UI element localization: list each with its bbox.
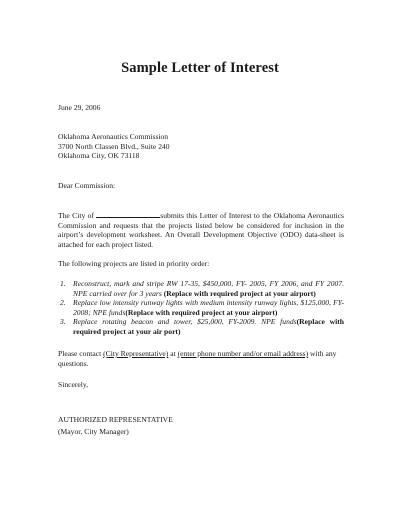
letter-date: June 29, 2006 [58,103,101,112]
recipient-address [58,132,344,161]
intro-rest: submits this Letter of Interest to the Oklahoma Aeronautics Commission and requests that the projects listed below be considered for inclusion in the airport’s development worksheet. An Overall Development Objective (ODO) data-sheet is attached for each project listed. [58,211,344,249]
intro-paragraph [58,211,344,249]
priority-intro: The following projects are listed in priority order: [58,259,210,268]
item-number: 3. [60,317,66,327]
project-list [58,279,344,337]
closing: Sincerely, [58,380,89,389]
list-item [58,279,344,298]
contact-end: with any questions. [58,349,337,368]
project-note: (Replace with required project at your airport) [163,288,316,298]
project-description: Reconstruct, mark and stripe RW 17-35, $450,000, FY- 2005, FY 2006, and FY 2007. NPE carried over for 3 years [73,279,344,298]
signer-name: AUTHORIZED REPRESENTATIVE [58,415,173,424]
contact-at: at [170,349,176,358]
salutation: Dear Commission: [58,181,116,190]
contact-paragraph [58,349,344,368]
intro-start: The City of [58,211,94,220]
item-number: 2. [60,298,66,308]
project-description: Replace low intensity runway lights with medium intensity runway lights, $125,000, FY-2008; NPE funds [73,298,344,317]
list-item [58,298,344,317]
list-item [58,317,344,336]
project-description: Replace rotating beacon and tower, $25,000, FY-2009. NPE funds [73,317,297,327]
city-representative-placeholder: (City Representative) [103,349,169,358]
contact-start: Please contact [58,349,102,358]
project-note: (Replace with required project at your airport) [125,307,278,317]
page-title: Sample Letter of Interest [121,60,279,76]
signer-title: (Mayor, City Manager) [58,427,129,436]
address-line: Oklahoma City, OK 73118 [58,151,140,161]
address-line: 3700 North Classen Blvd., Suite 240 [58,141,170,151]
item-number: 1. [60,279,66,288]
city-name-blank [96,211,160,218]
contact-info-placeholder: (enter phone number and/or email address) [177,349,309,358]
project-note: (Replace with required project at your air port) [73,317,344,336]
address-line: Oklahoma Aeronautics Commission [58,132,169,141]
